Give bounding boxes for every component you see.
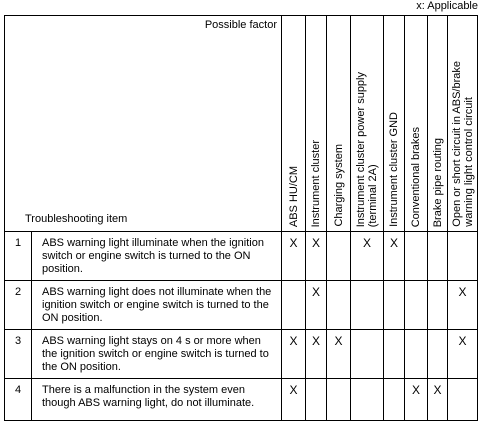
factor-header-conventional-brakes — [405, 16, 428, 232]
mark-cell: X — [428, 379, 448, 421]
factor-header-warning-light-circuit — [448, 16, 478, 232]
troubleshooting-table — [4, 15, 478, 421]
row-number: 3 — [5, 330, 32, 379]
mark-cell — [405, 281, 428, 330]
factor-label: Instrument cluster power supply (terminal 2A) — [355, 71, 379, 227]
factor-header-cluster-power-supply — [351, 16, 384, 232]
factor-header-charging-system — [327, 16, 351, 232]
mark-cell: X — [384, 232, 405, 281]
row-number: 1 — [5, 232, 32, 281]
row-number: 2 — [5, 281, 32, 330]
table-row — [5, 281, 478, 330]
mark-cell: X — [282, 330, 306, 379]
troubleshooting-item-label: Troubleshooting item — [25, 213, 128, 225]
table-row — [5, 379, 478, 421]
mark-cell: X — [448, 330, 478, 379]
mark-cell — [306, 379, 327, 421]
mark-cell: X — [405, 379, 428, 421]
mark-cell: X — [327, 330, 351, 379]
mark-cell — [405, 330, 428, 379]
factor-header-cluster-gnd — [384, 16, 405, 232]
mark-cell — [448, 232, 478, 281]
mark-cell — [327, 379, 351, 421]
mark-cell — [448, 379, 478, 421]
factor-header-brake-pipe-routing — [428, 16, 448, 232]
row-description: ABS warning light stays on 4 s or more when the ignition switch or engine switch is turned to the ON position. — [32, 330, 282, 379]
applicable-legend: x: Applicable — [416, 0, 478, 12]
mark-cell: X — [306, 281, 327, 330]
mark-cell — [384, 281, 405, 330]
header-corner-cell — [5, 16, 282, 232]
table-row — [5, 232, 478, 281]
possible-factor-label: Possible factor — [204, 19, 277, 31]
mark-cell: X — [448, 281, 478, 330]
row-description: ABS warning light illuminate when the ignition switch or engine switch is turned to the ON position. — [32, 232, 282, 281]
mark-cell: X — [282, 379, 306, 421]
factor-label: Instrument cluster — [310, 139, 322, 227]
mark-cell — [282, 281, 306, 330]
row-description: There is a malfunction in the system even though ABS warning light, do not illuminate. — [32, 379, 282, 421]
row-number: 4 — [5, 379, 32, 421]
factor-label: Instrument cluster GND — [388, 112, 400, 227]
factor-label: Conventional brakes — [410, 126, 422, 227]
mark-cell — [327, 232, 351, 281]
mark-cell — [327, 281, 351, 330]
factor-label: Charging system — [332, 144, 345, 227]
mark-cell: X — [282, 232, 306, 281]
mark-cell — [384, 379, 405, 421]
row-description: ABS warning light does not illuminate when the ignition switch or engine switch is turned to the ON position. — [32, 281, 282, 330]
mark-cell — [428, 330, 448, 379]
mark-cell — [351, 281, 384, 330]
factor-label: ABS HU/CM — [287, 165, 300, 227]
table-row — [5, 330, 478, 379]
mark-cell — [351, 379, 384, 421]
factor-header-instrument-cluster — [306, 16, 327, 232]
mark-cell — [428, 232, 448, 281]
factor-label: Open or short circuit in ABS/brake warning light control circuit — [450, 61, 475, 227]
header-row — [5, 16, 478, 232]
mark-cell — [428, 281, 448, 330]
factor-label: Brake pipe routing — [431, 137, 444, 227]
factor-header-abs-hu-cm — [282, 16, 306, 232]
mark-cell — [384, 330, 405, 379]
mark-cell: X — [306, 232, 327, 281]
mark-cell: X — [306, 330, 327, 379]
mark-cell — [351, 330, 384, 379]
mark-cell: X — [351, 232, 384, 281]
mark-cell — [405, 232, 428, 281]
